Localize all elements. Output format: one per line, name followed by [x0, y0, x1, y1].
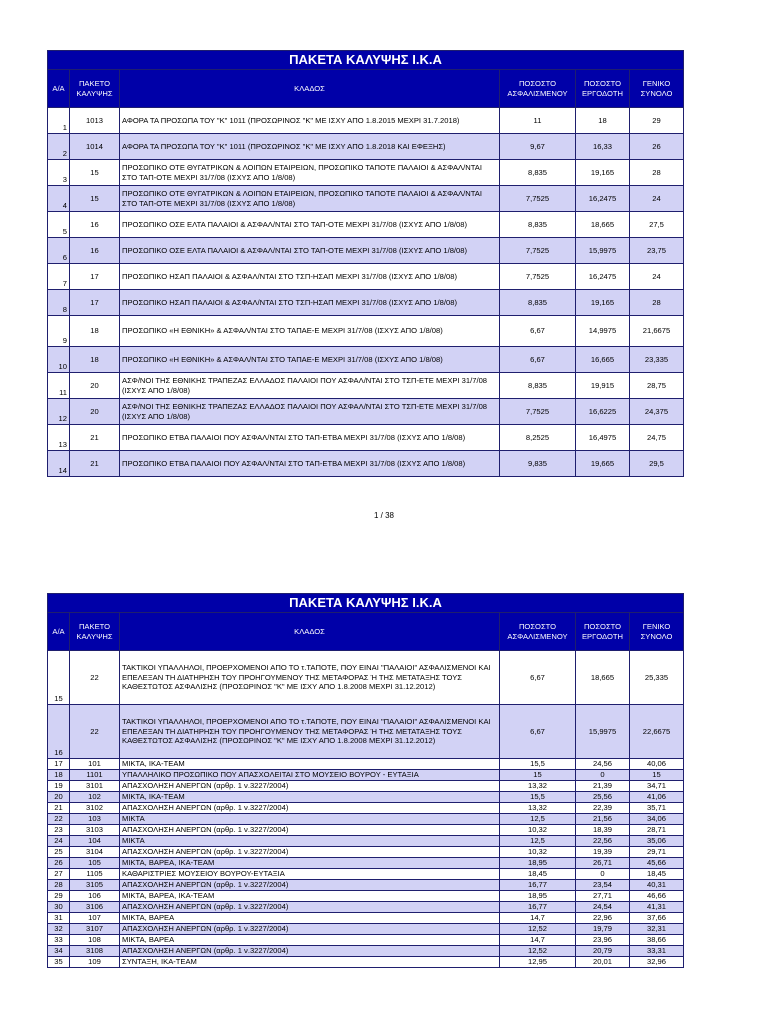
table-row — [48, 902, 684, 913]
employer-percentage: 22,56 — [576, 836, 630, 847]
branch-description: ΑΠΑΣΧΟΛΗΣΗ ΑΝΕΡΓΩΝ (αρθρ. 1 ν.3227/2004) — [120, 825, 500, 836]
employer-percentage: 25,56 — [576, 792, 630, 803]
table-row — [48, 399, 684, 425]
package-code: 21 — [70, 451, 120, 477]
table-row — [48, 264, 684, 290]
total-percentage: 27,5 — [630, 212, 684, 238]
total-percentage: 29,5 — [630, 451, 684, 477]
branch-description: ΜΙΚΤΑ, ΒΑΡΕΑ — [120, 935, 500, 946]
row-number: 30 — [48, 902, 70, 913]
insured-percentage: 8,835 — [500, 290, 576, 316]
branch-description: ΤΑΚΤΙΚΟΙ ΥΠΑΛΛΗΛΟΙ, ΠΡΟΕΡΧΟΜΕΝΟΙ ΑΠΟ ΤΟ τ.ΤΑΠΟΤΕ, ΠΟΥ ΕΙΝΑΙ "ΠΑΛΑΙΟΙ" ΑΣΦΑΛΙΣΜΕΝΟΙ ΚΑΙ ΕΠΕΛΕΞΑΝ ΤΗ ΔΙΑΤΗΡΗΣΗ ΤΟΥ ΠΡΟΗΓΟΥΜΕΝΟΥ ΤΗΣ ΜΕΤΑΦΟΡΑΣ Ή ΤΗΣ ΜΕΤΑΤΑΞΗΣ ΤΟΥΣ ΚΑΘΕΣΤΩΤΟΣ ΑΣΦΑΛΙΣΗΣ (ΠΡΟΣΩΡΙΝΟΣ "Κ" ΜΕ ΙΣΧΥ ΑΠΟ 1.8.2008 ΜΕΧΡΙ 31.12.2012) — [120, 705, 500, 759]
branch-description: ΑΣΦ/ΝΟΙ ΤΗΣ ΕΘΝΙΚΗΣ ΤΡΑΠΕΖΑΣ ΕΛΛΑΔΟΣ ΠΑΛΑΙΟΙ ΠΟΥ ΑΣΦΑΛ/ΝΤΑΙ ΣΤΟ ΤΣΠ-ΕΤΕ ΜΕΧΡΙ 31/7/08 (ΙΣΧΥΣ ΑΠΟ 1/8/08) — [120, 373, 500, 399]
package-code: 108 — [70, 935, 120, 946]
employer-percentage: 18,39 — [576, 825, 630, 836]
branch-description: ΜΙΚΤΑ, ΒΑΡΕΑ, ΙΚΑ-TEAM — [120, 858, 500, 869]
package-code: 1105 — [70, 869, 120, 880]
table-row — [48, 869, 684, 880]
package-code: 3102 — [70, 803, 120, 814]
insured-percentage: 16,77 — [500, 880, 576, 891]
row-number: 28 — [48, 880, 70, 891]
table-row — [48, 814, 684, 825]
row-number: 21 — [48, 803, 70, 814]
row-number: 26 — [48, 858, 70, 869]
table-row — [48, 373, 684, 399]
total-percentage: 32,31 — [630, 924, 684, 935]
table-row — [48, 160, 684, 186]
total-percentage: 40,31 — [630, 880, 684, 891]
table-row — [48, 759, 684, 770]
package-code: 3108 — [70, 946, 120, 957]
branch-description: ΑΦΟΡΑ ΤΑ ΠΡΟΣΩΠΑ ΤΟΥ "Κ" 1011 (ΠΡΟΣΩΡΙΝΟΣ "Κ" ΜΕ ΙΣΧΥ ΑΠΟ 1.8.2018 ΚΑΙ ΕΦΕΞΗΣ) — [120, 134, 500, 160]
branch-description: ΑΠΑΣΧΟΛΗΣΗ ΑΝΕΡΓΩΝ (αρθρ. 1 ν.3227/2004) — [120, 803, 500, 814]
row-number: 32 — [48, 924, 70, 935]
insured-percentage: 15 — [500, 770, 576, 781]
total-percentage: 21,6675 — [630, 316, 684, 347]
total-percentage: 28,75 — [630, 373, 684, 399]
row-number: 24 — [48, 836, 70, 847]
row-number: 34 — [48, 946, 70, 957]
total-percentage: 24,375 — [630, 399, 684, 425]
employer-percentage: 18,665 — [576, 212, 630, 238]
insured-percentage: 7,7525 — [500, 264, 576, 290]
employer-percentage: 14,9975 — [576, 316, 630, 347]
total-percentage: 23,335 — [630, 347, 684, 373]
package-code: 3106 — [70, 902, 120, 913]
coverage-table-page-1 — [47, 50, 684, 477]
employer-percentage: 0 — [576, 869, 630, 880]
package-code: 17 — [70, 264, 120, 290]
total-percentage: 46,66 — [630, 891, 684, 902]
package-code: 3107 — [70, 924, 120, 935]
total-percentage: 37,66 — [630, 913, 684, 924]
table-row — [48, 957, 684, 968]
header-ergodoti: ΠΟΣΟΣΤΟ ΕΡΓΟΔΟΤΗ — [576, 70, 630, 108]
table-row — [48, 290, 684, 316]
package-code: 16 — [70, 238, 120, 264]
header-asfalismenou: ΠΟΣΟΣΤΟ ΑΣΦΑΛΙΣΜΕΝΟΥ — [500, 613, 576, 651]
package-code: 1013 — [70, 108, 120, 134]
row-number: 31 — [48, 913, 70, 924]
branch-description: ΠΡΟΣΩΠΙΚΟ ΕΤΒΑ ΠΑΛΑΙΟΙ ΠΟΥ ΑΣΦΑΛ/ΝΤΑΙ ΣΤΟ ΤΑΠ-ΕΤΒΑ ΜΕΧΡΙ 31/7/08 (ΙΣΧΥΣ ΑΠΟ 1/8/08) — [120, 451, 500, 477]
total-percentage: 23,75 — [630, 238, 684, 264]
header-aa: Α/Α — [48, 613, 70, 651]
total-percentage: 24 — [630, 264, 684, 290]
branch-description: ΜΙΚΤΑ, ΙΚΑ-TEAM — [120, 792, 500, 803]
employer-percentage: 24,56 — [576, 759, 630, 770]
employer-percentage: 26,71 — [576, 858, 630, 869]
row-number: 9 — [48, 316, 70, 347]
employer-percentage: 23,96 — [576, 935, 630, 946]
package-code: 1101 — [70, 770, 120, 781]
branch-description: ΠΡΟΣΩΠΙΚΟ ΟΣΕ ΕΛΤΑ ΠΑΛΑΙΟΙ & ΑΣΦΑΛ/ΝΤΑΙ ΣΤΟ ΤΑΠ-ΟΤΕ ΜΕΧΡΙ 31/7/08 (ΙΣΧΥΣ ΑΠΟ 1/8/08) — [120, 212, 500, 238]
package-code: 3104 — [70, 847, 120, 858]
row-number: 3 — [48, 160, 70, 186]
total-percentage: 35,06 — [630, 836, 684, 847]
row-number: 6 — [48, 238, 70, 264]
package-code: 103 — [70, 814, 120, 825]
insured-percentage: 18,95 — [500, 891, 576, 902]
employer-percentage: 21,56 — [576, 814, 630, 825]
table-row — [48, 238, 684, 264]
total-percentage: 15 — [630, 770, 684, 781]
total-percentage: 33,31 — [630, 946, 684, 957]
row-number: 13 — [48, 425, 70, 451]
insured-percentage: 12,52 — [500, 924, 576, 935]
branch-description: ΑΦΟΡΑ ΤΑ ΠΡΟΣΩΠΑ ΤΟΥ "Κ" 1011 (ΠΡΟΣΩΡΙΝΟΣ "Κ" ΜΕ ΙΣΧΥ ΑΠΟ 1.8.2015 ΜΕΧΡΙ 31.7.2018) — [120, 108, 500, 134]
insured-percentage: 12,5 — [500, 836, 576, 847]
total-percentage: 34,06 — [630, 814, 684, 825]
total-percentage: 28 — [630, 160, 684, 186]
branch-description: ΥΠΑΛΛΗΛΙΚΟ ΠΡΟΣΩΠΙΚΟ ΠΟΥ ΑΠΑΣΧΟΛΕΙΤΑΙ ΣΤΟ ΜΟΥΣΕΙΟ ΒΟΥΡΟΥ - ΕΥΤΑΞΙΑ — [120, 770, 500, 781]
total-percentage: 25,335 — [630, 651, 684, 705]
insured-percentage: 7,7525 — [500, 238, 576, 264]
header-asfalismenou: ΠΟΣΟΣΤΟ ΑΣΦΑΛΙΣΜΕΝΟΥ — [500, 70, 576, 108]
branch-description: ΠΡΟΣΩΠΙΚΟ ΟΤΕ ΘΥΓΑΤΡΙΚΩΝ & ΛΟΙΠΩΝ ΕΤΑΙΡΕΙΩΝ, ΠΡΟΣΩΠΙΚΟ ΤΑΠΟΤΕ ΠΑΛΑΙΟΙ & ΑΣΦΑΛ/ΝΤΑΙ ΣΤΟ ΤΑΠ-ΟΤΕ ΜΕΧΡΙ 31/7/08 (ΙΣΧΥΣ ΑΠΟ 1/8/08) — [120, 160, 500, 186]
package-code: 22 — [70, 705, 120, 759]
branch-description: ΣΥΝΤΑΞΗ, ΙΚΑ-TEAM — [120, 957, 500, 968]
table-row — [48, 186, 684, 212]
package-code: 20 — [70, 373, 120, 399]
insured-percentage: 14,7 — [500, 935, 576, 946]
branch-description: ΜΙΚΤΑ, ΒΑΡΕΑ, ΙΚΑ-TEAM — [120, 891, 500, 902]
package-code: 17 — [70, 290, 120, 316]
insured-percentage: 8,835 — [500, 373, 576, 399]
branch-description: ΜΙΚΤΑ, ΒΑΡΕΑ — [120, 913, 500, 924]
row-number: 4 — [48, 186, 70, 212]
insured-percentage: 9,835 — [500, 451, 576, 477]
table-row — [48, 792, 684, 803]
branch-description: ΑΠΑΣΧΟΛΗΣΗ ΑΝΕΡΓΩΝ (αρθρ. 1 ν.3227/2004) — [120, 880, 500, 891]
employer-percentage: 18 — [576, 108, 630, 134]
insured-percentage: 7,7525 — [500, 186, 576, 212]
header-paketo: ΠΑΚΕΤΟ ΚΑΛΥΨΗΣ — [70, 613, 120, 651]
row-number: 5 — [48, 212, 70, 238]
table-row — [48, 425, 684, 451]
total-percentage: 28 — [630, 290, 684, 316]
insured-percentage: 15,5 — [500, 759, 576, 770]
row-number: 8 — [48, 290, 70, 316]
table-row — [48, 451, 684, 477]
row-number: 10 — [48, 347, 70, 373]
insured-percentage: 7,7525 — [500, 399, 576, 425]
insured-percentage: 15,5 — [500, 792, 576, 803]
package-code: 22 — [70, 651, 120, 705]
employer-percentage: 21,39 — [576, 781, 630, 792]
row-number: 16 — [48, 705, 70, 759]
table-row — [48, 891, 684, 902]
row-number: 11 — [48, 373, 70, 399]
header-geniko: ΓΕΝΙΚΟ ΣΥΝΟΛΟ — [630, 613, 684, 651]
table-row — [48, 825, 684, 836]
branch-description: ΑΣΦ/ΝΟΙ ΤΗΣ ΕΘΝΙΚΗΣ ΤΡΑΠΕΖΑΣ ΕΛΛΑΔΟΣ ΠΑΛΑΙΟΙ ΠΟΥ ΑΣΦΑΛ/ΝΤΑΙ ΣΤΟ ΤΣΠ-ΕΤΕ ΜΕΧΡΙ 31/7/08 (ΙΣΧΥΣ ΑΠΟ 1/8/08) — [120, 399, 500, 425]
table-row — [48, 880, 684, 891]
package-code: 101 — [70, 759, 120, 770]
branch-description: ΜΙΚΤΑ — [120, 814, 500, 825]
row-number: 12 — [48, 399, 70, 425]
employer-percentage: 19,165 — [576, 290, 630, 316]
total-percentage: 32,96 — [630, 957, 684, 968]
insured-percentage: 10,32 — [500, 825, 576, 836]
row-number: 14 — [48, 451, 70, 477]
insured-percentage: 12,5 — [500, 814, 576, 825]
employer-percentage: 15,9975 — [576, 705, 630, 759]
branch-description: ΚΑΘΑΡΙΣΤΡΙΕΣ ΜΟΥΣΕΙΟΥ ΒΟΥΡΟΥ-ΕΥΤΑΞΙΑ — [120, 869, 500, 880]
employer-percentage: 16,33 — [576, 134, 630, 160]
insured-percentage: 16,77 — [500, 902, 576, 913]
package-code: 15 — [70, 160, 120, 186]
package-code: 21 — [70, 425, 120, 451]
row-number: 15 — [48, 651, 70, 705]
employer-percentage: 15,9975 — [576, 238, 630, 264]
total-percentage: 41,31 — [630, 902, 684, 913]
package-code: 15 — [70, 186, 120, 212]
branch-description: ΜΙΚΤΑ — [120, 836, 500, 847]
branch-description: ΠΡΟΣΩΠΙΚΟ ΗΣΑΠ ΠΑΛΑΙΟΙ & ΑΣΦΑΛ/ΝΤΑΙ ΣΤΟ ΤΣΠ-ΗΣΑΠ ΜΕΧΡΙ 31/7/08 (ΙΣΧΥΣ ΑΠΟ 1/8/08) — [120, 290, 500, 316]
row-number: 23 — [48, 825, 70, 836]
table-row — [48, 781, 684, 792]
table-row — [48, 705, 684, 759]
table-title: ΠΑΚΕΤΑ ΚΑΛΥΨΗΣ Ι.Κ.Α — [48, 594, 684, 613]
table-row — [48, 347, 684, 373]
total-percentage: 34,71 — [630, 781, 684, 792]
total-percentage: 24 — [630, 186, 684, 212]
table-row — [48, 770, 684, 781]
insured-percentage: 9,67 — [500, 134, 576, 160]
total-percentage: 26 — [630, 134, 684, 160]
branch-description: ΠΡΟΣΩΠΙΚΟ ΕΤΒΑ ΠΑΛΑΙΟΙ ΠΟΥ ΑΣΦΑΛ/ΝΤΑΙ ΣΤΟ ΤΑΠ-ΕΤΒΑ ΜΕΧΡΙ 31/7/08 (ΙΣΧΥΣ ΑΠΟ 1/8/08) — [120, 425, 500, 451]
employer-percentage: 19,665 — [576, 451, 630, 477]
branch-description: ΑΠΑΣΧΟΛΗΣΗ ΑΝΕΡΓΩΝ (αρθρ. 1 ν.3227/2004) — [120, 924, 500, 935]
employer-percentage: 18,665 — [576, 651, 630, 705]
row-number: 19 — [48, 781, 70, 792]
table-row — [48, 651, 684, 705]
row-number: 25 — [48, 847, 70, 858]
employer-percentage: 16,4975 — [576, 425, 630, 451]
header-klados: ΚΛΑΔΟΣ — [120, 70, 500, 108]
employer-percentage: 22,96 — [576, 913, 630, 924]
row-number: 22 — [48, 814, 70, 825]
insured-percentage: 6,67 — [500, 705, 576, 759]
insured-percentage: 18,95 — [500, 858, 576, 869]
table-row — [48, 316, 684, 347]
row-number: 20 — [48, 792, 70, 803]
header-paketo: ΠΑΚΕΤΟ ΚΑΛΥΨΗΣ — [70, 70, 120, 108]
row-number: 18 — [48, 770, 70, 781]
table-row — [48, 212, 684, 238]
employer-percentage: 16,6225 — [576, 399, 630, 425]
package-code: 1014 — [70, 134, 120, 160]
total-percentage: 35,71 — [630, 803, 684, 814]
header-ergodoti: ΠΟΣΟΣΤΟ ΕΡΓΟΔΟΤΗ — [576, 613, 630, 651]
insured-percentage: 8,2525 — [500, 425, 576, 451]
insured-percentage: 12,95 — [500, 957, 576, 968]
package-code: 105 — [70, 858, 120, 869]
employer-percentage: 24,54 — [576, 902, 630, 913]
branch-description: ΑΠΑΣΧΟΛΗΣΗ ΑΝΕΡΓΩΝ (αρθρ. 1 ν.3227/2004) — [120, 781, 500, 792]
insured-percentage: 18,45 — [500, 869, 576, 880]
employer-percentage: 23,54 — [576, 880, 630, 891]
table-row — [48, 858, 684, 869]
table-row — [48, 946, 684, 957]
employer-percentage: 20,01 — [576, 957, 630, 968]
branch-description: ΠΡΟΣΩΠΙΚΟ ΗΣΑΠ ΠΑΛΑΙΟΙ & ΑΣΦΑΛ/ΝΤΑΙ ΣΤΟ ΤΣΠ-ΗΣΑΠ ΜΕΧΡΙ 31/7/08 (ΙΣΧΥΣ ΑΠΟ 1/8/08) — [120, 264, 500, 290]
total-percentage: 24,75 — [630, 425, 684, 451]
employer-percentage: 19,39 — [576, 847, 630, 858]
page-number: 1 / 38 — [373, 511, 394, 520]
package-code: 3105 — [70, 880, 120, 891]
package-code: 20 — [70, 399, 120, 425]
header-geniko: ΓΕΝΙΚΟ ΣΥΝΟΛΟ — [630, 70, 684, 108]
total-percentage: 29 — [630, 108, 684, 134]
employer-percentage: 19,79 — [576, 924, 630, 935]
insured-percentage: 6,67 — [500, 316, 576, 347]
total-percentage: 40,06 — [630, 759, 684, 770]
total-percentage: 41,06 — [630, 792, 684, 803]
table-row — [48, 913, 684, 924]
table-row — [48, 134, 684, 160]
total-percentage: 28,71 — [630, 825, 684, 836]
header-aa: Α/Α — [48, 70, 70, 108]
insured-percentage: 13,32 — [500, 803, 576, 814]
package-code: 18 — [70, 347, 120, 373]
total-percentage: 18,45 — [630, 869, 684, 880]
employer-percentage: 16,2475 — [576, 264, 630, 290]
insured-percentage: 13,32 — [500, 781, 576, 792]
table-row — [48, 108, 684, 134]
branch-description: ΑΠΑΣΧΟΛΗΣΗ ΑΝΕΡΓΩΝ (αρθρ. 1 ν.3227/2004) — [120, 946, 500, 957]
branch-description: ΠΡΟΣΩΠΙΚΟ «Η ΕΘΝΙΚΗ» & ΑΣΦΑΛ/ΝΤΑΙ ΣΤΟ ΤΑΠΑΕ-Ε ΜΕΧΡΙ 31/7/08 (ΙΣΧΥΣ ΑΠΟ 1/8/08) — [120, 316, 500, 347]
table-row — [48, 803, 684, 814]
employer-percentage: 22,39 — [576, 803, 630, 814]
employer-percentage: 16,2475 — [576, 186, 630, 212]
row-number: 1 — [48, 108, 70, 134]
coverage-table-page-2 — [47, 593, 684, 968]
branch-description: ΑΠΑΣΧΟΛΗΣΗ ΑΝΕΡΓΩΝ (αρθρ. 1 ν.3227/2004) — [120, 847, 500, 858]
insured-percentage: 8,835 — [500, 212, 576, 238]
employer-percentage: 16,665 — [576, 347, 630, 373]
row-number: 7 — [48, 264, 70, 290]
employer-percentage: 27,71 — [576, 891, 630, 902]
branch-description: ΠΡΟΣΩΠΙΚΟ «Η ΕΘΝΙΚΗ» & ΑΣΦΑΛ/ΝΤΑΙ ΣΤΟ ΤΑΠΑΕ-Ε ΜΕΧΡΙ 31/7/08 (ΙΣΧΥΣ ΑΠΟ 1/8/08) — [120, 347, 500, 373]
package-code: 16 — [70, 212, 120, 238]
row-number: 35 — [48, 957, 70, 968]
table-row — [48, 924, 684, 935]
package-code: 107 — [70, 913, 120, 924]
table-row — [48, 847, 684, 858]
branch-description: ΜΙΚΤΑ, ΙΚΑ-TEAM — [120, 759, 500, 770]
package-code: 104 — [70, 836, 120, 847]
insured-percentage: 8,835 — [500, 160, 576, 186]
package-code: 18 — [70, 316, 120, 347]
row-number: 29 — [48, 891, 70, 902]
employer-percentage: 19,165 — [576, 160, 630, 186]
employer-percentage: 0 — [576, 770, 630, 781]
table-title: ΠΑΚΕΤΑ ΚΑΛΥΨΗΣ Ι.Κ.Α — [48, 51, 684, 70]
header-klados: ΚΛΑΔΟΣ — [120, 613, 500, 651]
insured-percentage: 14,7 — [500, 913, 576, 924]
total-percentage: 29,71 — [630, 847, 684, 858]
insured-percentage: 12,52 — [500, 946, 576, 957]
branch-description: ΠΡΟΣΩΠΙΚΟ ΟΣΕ ΕΛΤΑ ΠΑΛΑΙΟΙ & ΑΣΦΑΛ/ΝΤΑΙ ΣΤΟ ΤΑΠ-ΟΤΕ ΜΕΧΡΙ 31/7/08 (ΙΣΧΥΣ ΑΠΟ 1/8/08) — [120, 238, 500, 264]
branch-description: ΑΠΑΣΧΟΛΗΣΗ ΑΝΕΡΓΩΝ (αρθρ. 1 ν.3227/2004) — [120, 902, 500, 913]
row-number: 17 — [48, 759, 70, 770]
package-code: 3103 — [70, 825, 120, 836]
row-number: 27 — [48, 869, 70, 880]
row-number: 33 — [48, 935, 70, 946]
package-code: 109 — [70, 957, 120, 968]
branch-description: ΠΡΟΣΩΠΙΚΟ ΟΤΕ ΘΥΓΑΤΡΙΚΩΝ & ΛΟΙΠΩΝ ΕΤΑΙΡΕΙΩΝ, ΠΡΟΣΩΠΙΚΟ ΤΑΠΟΤΕ ΠΑΛΑΙΟΙ & ΑΣΦΑΛ/ΝΤΑΙ ΣΤΟ ΤΑΠ-ΟΤΕ ΜΕΧΡΙ 31/7/08 (ΙΣΧΥΣ ΑΠΟ 1/8/08) — [120, 186, 500, 212]
insured-percentage: 6,67 — [500, 651, 576, 705]
insured-percentage: 11 — [500, 108, 576, 134]
insured-percentage: 10,32 — [500, 847, 576, 858]
total-percentage: 38,66 — [630, 935, 684, 946]
total-percentage: 45,66 — [630, 858, 684, 869]
row-number: 2 — [48, 134, 70, 160]
package-code: 106 — [70, 891, 120, 902]
employer-percentage: 19,915 — [576, 373, 630, 399]
package-code: 3101 — [70, 781, 120, 792]
insured-percentage: 6,67 — [500, 347, 576, 373]
table-row — [48, 935, 684, 946]
total-percentage: 22,6675 — [630, 705, 684, 759]
package-code: 102 — [70, 792, 120, 803]
branch-description: ΤΑΚΤΙΚΟΙ ΥΠΑΛΛΗΛΟΙ, ΠΡΟΕΡΧΟΜΕΝΟΙ ΑΠΟ ΤΟ τ.ΤΑΠΟΤΕ, ΠΟΥ ΕΙΝΑΙ "ΠΑΛΑΙΟΙ" ΑΣΦΑΛΙΣΜΕΝΟΙ ΚΑΙ ΕΠΕΛΕΞΑΝ ΤΗ ΔΙΑΤΗΡΗΣΗ ΤΟΥ ΠΡΟΗΓΟΥΜΕΝΟΥ ΤΗΣ ΜΕΤΑΦΟΡΑΣ Ή ΤΗΣ ΜΕΤΑΤΑΞΗΣ ΤΟΥΣ ΚΑΘΕΣΤΩΤΟΣ ΑΣΦΑΛΙΣΗΣ (ΠΡΟΣΩΡΙΝΟΣ "Κ" ΜΕ ΙΣΧΥ ΑΠΟ 1.8.2008 ΜΕΧΡΙ 31.12.2012) — [120, 651, 500, 705]
table-row — [48, 836, 684, 847]
employer-percentage: 20,79 — [576, 946, 630, 957]
